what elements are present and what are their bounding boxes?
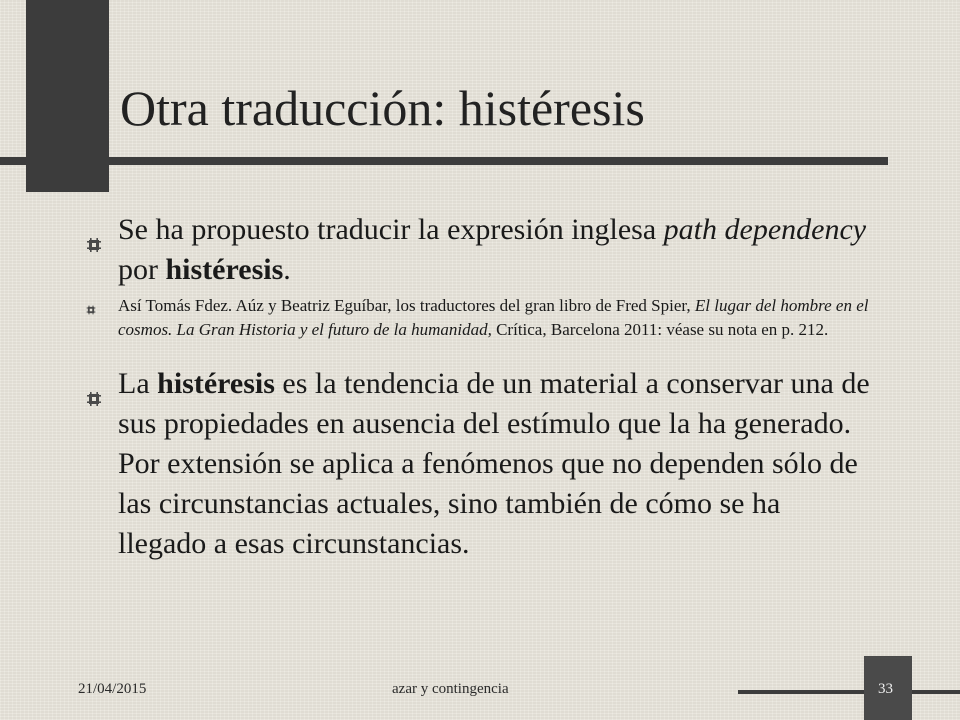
footer-date: 21/04/2015 <box>78 681 147 697</box>
footer-title: azar y contingencia <box>392 681 509 697</box>
bullet-text-segment: Crítica, Barcelona 2011: véase su nota en p. 212. <box>491 320 829 339</box>
footer-decorative-line <box>738 690 960 694</box>
square-hash-bullet-icon <box>86 378 102 418</box>
bullet-text-bold: histéresis <box>165 253 284 286</box>
bullet-text-segment: por <box>118 253 166 286</box>
bullet-text-italic: path dependency <box>663 213 867 246</box>
slide-body <box>86 210 876 564</box>
slide-title: Otra traducción: histéresis <box>120 80 645 136</box>
bullet-item <box>86 210 876 290</box>
bullet-text <box>118 367 870 560</box>
page-number: 33 <box>878 681 893 697</box>
bullet-text-segment: . <box>283 253 291 286</box>
square-hash-bullet-icon <box>86 298 96 322</box>
bullet-text-segment: La <box>118 367 158 400</box>
bullet-text <box>118 296 868 339</box>
decorative-title-underline-bar <box>0 157 888 165</box>
bullet-text-italic: El lugar del hombre en el cosmos. La Gran Historia y el futuro de la humanidad, <box>118 296 869 339</box>
square-hash-bullet-icon <box>86 224 102 264</box>
bullet-text-segment: Se ha propuesto traducir la expresión inglesa <box>118 213 664 246</box>
bullet-item <box>86 364 876 564</box>
bullet-text-segment: es la tendencia de un material a conservar una de sus propiedades en ausencia del estímulo que la ha generado. Por extensión se aplica a fenómenos que no dependen sólo de las circunstancias actuales, sino también de cómo se ha llegado a esas circunstancias. <box>118 367 870 560</box>
bullet-text-segment: Así Tomás Fdez. Aúz y Beatriz Eguíbar, los traductores del gran libro de Fred Spier, <box>118 296 695 315</box>
bullet-text <box>118 213 866 286</box>
sub-bullet-item <box>86 294 876 342</box>
bullet-text-bold: histéresis <box>157 367 275 400</box>
